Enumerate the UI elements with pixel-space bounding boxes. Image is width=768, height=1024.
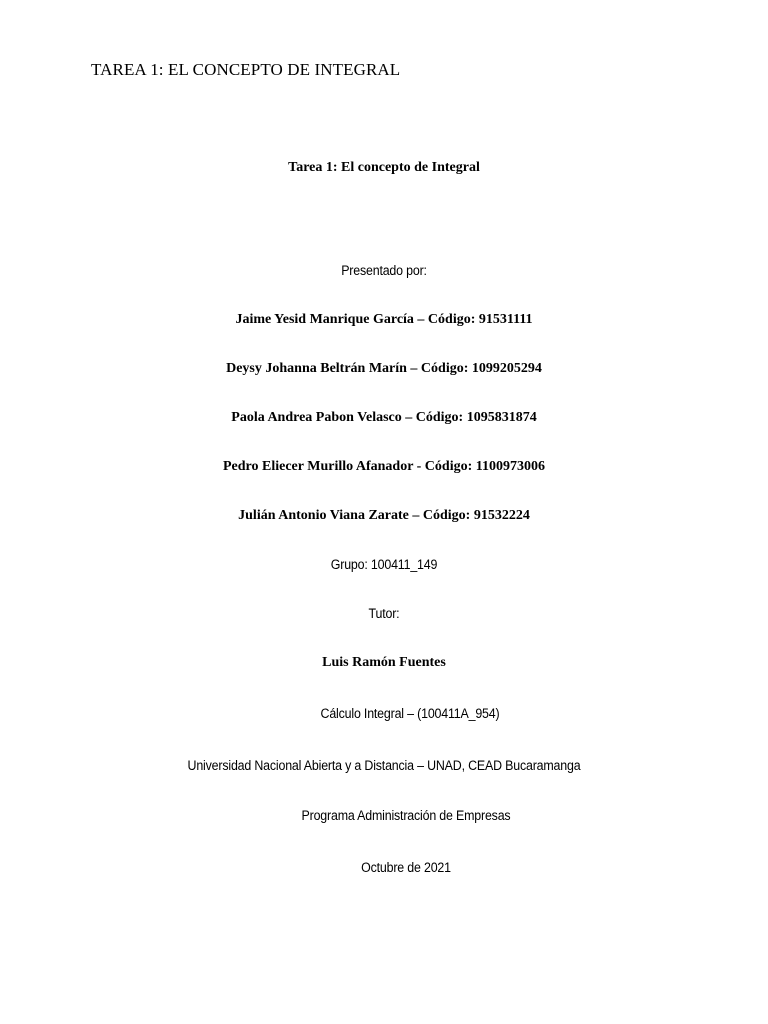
author-line: Pedro Eliecer Murillo Afanador - Código: 1100973006 <box>223 459 545 474</box>
author-line: Deysy Johanna Beltrán Marín – Código: 1099205294 <box>226 361 542 376</box>
date-line: Octubre de 2021 <box>361 860 451 875</box>
tutor-name: Luis Ramón Fuentes <box>322 655 446 670</box>
group-line: Grupo: 100411_149 <box>330 557 438 572</box>
course-line: Cálculo Integral – (100411A_954) <box>320 706 500 721</box>
running-head: TAREA 1: EL CONCEPTO DE INTEGRAL <box>91 60 401 79</box>
author-line: Julián Antonio Viana Zarate – Código: 91532224 <box>238 508 530 523</box>
university-line: Universidad Nacional Abierta y a Distancia – UNAD, CEAD Bucaramanga <box>187 758 581 773</box>
tutor-label: Tutor: <box>368 606 400 621</box>
author-line: Jaime Yesid Manrique García – Código: 91531111 <box>235 312 533 327</box>
document-title: Tarea 1: El concepto de Integral <box>288 160 480 175</box>
presented-by-label: Presentado por: <box>341 263 427 278</box>
program-line: Programa Administración de Empresas <box>301 808 511 823</box>
author-line: Paola Andrea Pabon Velasco – Código: 1095831874 <box>231 410 537 425</box>
